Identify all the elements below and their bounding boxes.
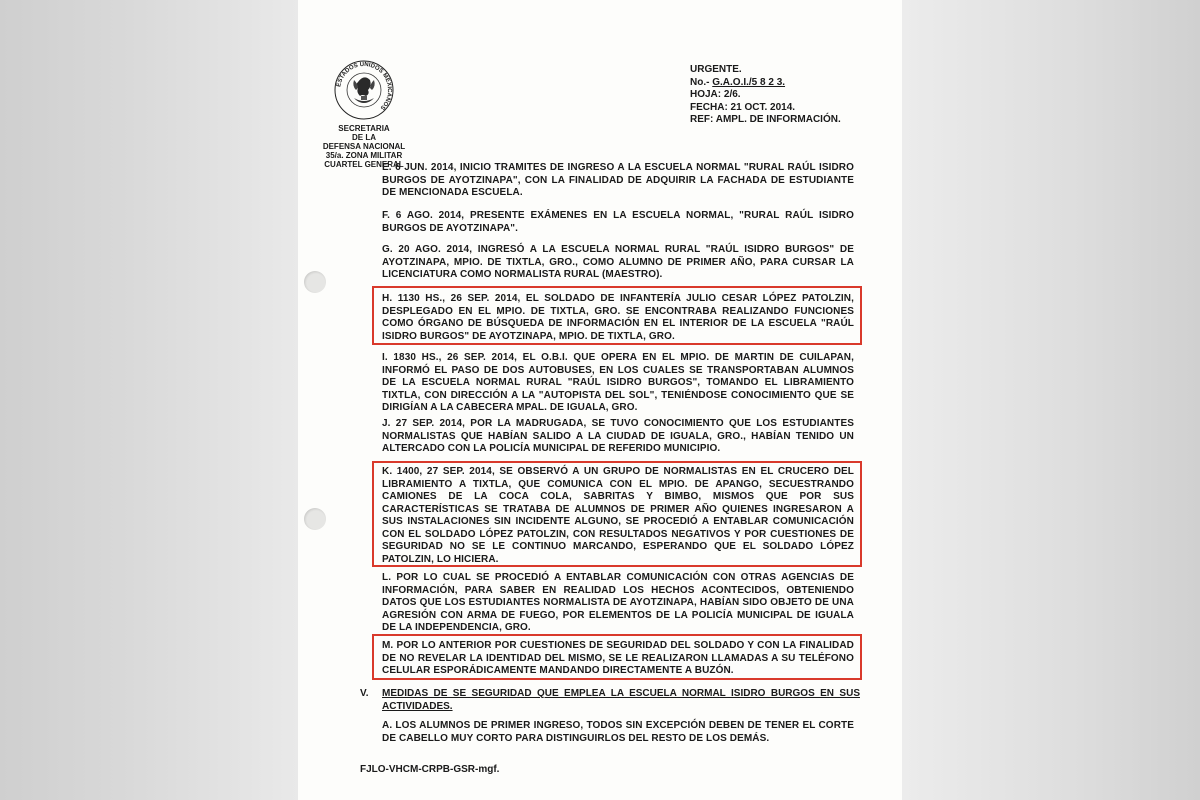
soldier-name: JULIO CESAR LÓPEZ PATOLZIN	[686, 293, 852, 304]
municipality-name: MARTIN DE CUILAPAN	[734, 352, 852, 363]
paragraph-m-text: M. POR LO ANTERIOR POR CUESTIONES DE SEGURIDAD DEL SOLDADO Y CON LA FINALIDAD DE NO REVELAR LA IDENTIDAD DEL MISMO, SE LE REALIZARON LLAMADAS A SU TELÉFONO CELULAR ESPORÁDICAMENTE MANDANDO DIRECTAMENTE A BUZÓN.	[382, 640, 854, 676]
paragraph-h	[382, 293, 854, 343]
paragraph-k-text	[382, 466, 854, 566]
document-number-label: No.-	[690, 76, 710, 88]
section-v-paragraph-a	[382, 720, 854, 745]
paragraph-k-part-2: , CON RESULTADOS NEGATIVOS Y POR CUESTIONES DE SEGURIDAD NO SE LE CONTINUO MARCANDO, ESPERANDO QUE EL SOLDADO	[382, 528, 855, 552]
department-line-5: CUARTEL GENERAL	[324, 160, 404, 169]
paragraph-k-part-1: K. 1400, 27 SEP. 2014, SE OBSERVÓ A UN GRUPO DE NORMALISTAS EN EL CRUCERO DEL LIBRAMIENTO A TIXTLA, QUE COMUNICA CON EL MPIO. DE APANGO, SECUESTRANDO CAMIONES DE LA COCA COLA, SABRITAS Y BIMBO, MISMOS QUE POR SUS CARACTERÍSTICAS SE TRATABA DE ALUMNOS DE PRIMER AÑO QUIENES INGRESARON A SUS INSTALACIONES SIN INCIDENTE ALGUNO, SE PROCEDIÓ A ENTABLAR COMUNICACIÓN CON EL SOLDADO	[382, 466, 854, 540]
paragraph-i-part-1: I. 1830 HS., 26 SEP. 2014, EL O.B.I. QUE OPERA EN EL MPIO. DE	[382, 352, 735, 363]
paragraph-h-part-1: H. 1130 HS., 26 SEP. 2014, EL SOLDADO DE INFANTERÍA	[382, 293, 687, 304]
department-line-3: DEFENSA NACIONAL	[322, 142, 406, 151]
punch-hole-bottom	[304, 508, 326, 530]
soldier-surname-1: LÓPEZ PATOLZIN	[479, 528, 567, 540]
paragraph-h-part-2: , DESPLEGADO EN EL MPIO. DE TIXTLA, GRO. SE ENCONTRABA REALIZANDO FUNCIONES COMO ÓRGANO DE BÚSQUEDA DE INFORMACIÓN EN EL INTERIOR DE LA ESCUELA "RAÚL ISIDRO BURGOS" DE AYOTZINAPA, MPIO. DE TIXTLA, GRO.	[382, 293, 854, 342]
document-page	[298, 0, 902, 800]
paragraph-f-text: F. 6 AGO. 2014, PRESENTE EXÁMENES EN LA ESCUELA NORMAL, "RURAL RAÚL ISIDRO BURGOS DE AYOTZINAPA".	[382, 210, 854, 234]
paragraph-i	[382, 352, 854, 415]
paragraph-f	[382, 210, 854, 235]
punch-hole-top	[304, 271, 326, 293]
department-line-2: DE LA	[352, 133, 376, 142]
background-right	[902, 0, 1200, 800]
mexican-coat-of-arms-icon	[334, 60, 394, 120]
paragraph-e-text: E. 6 JUN. 2014, INICIO TRAMITES DE INGRESO A LA ESCUELA NORMAL "RURAL RAÚL ISIDRO BURGOS DE AYOTZINAPA", CON LA FINALIDAD DE ADQUIRIR LA FACHADA DE ESTUDIANTE DE MENCIONADA ESCUELA.	[382, 162, 854, 198]
document-number-value: G.A.O.I./5 8 2 3.	[712, 76, 786, 88]
document-header	[690, 64, 841, 127]
sheet-number: HOJA: 2/6.	[690, 89, 741, 100]
paragraph-i-text	[382, 352, 854, 415]
paragraph-l	[382, 572, 854, 635]
paragraph-m	[382, 640, 854, 678]
soldier-surname-2: LÓPEZ PATOLZIN	[382, 541, 854, 565]
paragraph-l-text: L. POR LO CUAL SE PROCEDIÓ A ENTABLAR COMUNICACIÓN CON OTRAS AGENCIAS DE INFORMACIÓN, PARA SABER EN REALIDAD LOS HECHOS ACONTECIDOS, OBTENIENDO DATOS QUE LOS ESTUDIANTES NORMALISTA DE AYOTZINAPA, HABÍAN SIDO OBJETO DE UNA AGRESIÓN CON ARMA DE FUEGO, POR ELEMENTOS DE LA POLICÍA MUNICIPAL DE IGUALA DE LA INDEPENDENCIA, GRO.	[382, 572, 854, 633]
paragraph-g	[382, 244, 854, 282]
paragraph-g-text: G. 20 AGO. 2014, INGRESÓ A LA ESCUELA NORMAL RURAL "RAÚL ISIDRO BURGOS" DE AYOTZINAPA, MPIO. DE TIXTLA, GRO., COMO ALUMNO DE PRIMER AÑO, PARA CURSAR LA LICENCIATURA COMO NORMALISTA RURAL (MAESTRO).	[382, 244, 854, 280]
section-v-title: MEDIDAS DE SE SEGURIDAD QUE EMPLEA LA ESCUELA NORMAL ISIDRO BURGOS EN SUS ACTIVIDADES.	[382, 688, 860, 712]
section-v-number: V.	[360, 688, 369, 699]
document-reference: REF: AMPL. DE INFORMACIÓN.	[690, 114, 841, 125]
paragraph-k-part-3: , LO HICIERA.	[431, 553, 499, 565]
paragraph-j	[382, 418, 854, 456]
background-left	[0, 0, 298, 800]
section-v-heading	[360, 688, 860, 713]
footer-initials: FJLO-VHCM-CRPB-GSR-mgf.	[360, 764, 500, 775]
document-date: FECHA: 21 OCT. 2014.	[690, 101, 796, 113]
paragraph-i-part-2: , INFORMÓ EL PASO DE DOS AUTOBUSES, EN LOS CUALES SE TRANSPORTABAN ALUMNOS DE LA ESCUELA NORMAL RURAL "RAÚL ISIDRO BURGOS", TOMANDO EL LIBRAMIENTO TIXTLA, CON DIRECCIÓN A LA "AUTOPISTA DEL SOL", TENIÉNDOSE CONOCIMIENTO QUE SE DIRIGÍAN A LA CABECERA MPAL. DE IGUALA, GRO.	[382, 352, 854, 413]
paragraph-h-text	[382, 293, 854, 343]
paragraph-e	[382, 162, 854, 200]
paragraph-j-text: J. 27 SEP. 2014, POR LA MADRUGADA, SE TUVO CONOCIMIENTO QUE LOS ESTUDIANTES NORMALISTAS QUE HABÍAN SALIDO A LA CIUDAD DE IGUALA, GRO., HABÍAN TENIDO UN ALTERCADO CON LA POLICÍA MUNICIPAL DE REFERIDO MUNICIPIO.	[382, 418, 854, 454]
paragraph-k	[382, 466, 854, 566]
seal-ring-text: ESTADOS UNIDOS MEXICANOS	[336, 61, 393, 111]
department-line-4: 35/a. ZONA MILITAR	[325, 151, 403, 160]
document-number	[690, 77, 841, 90]
urgent-label: URGENTE.	[690, 64, 742, 75]
department-line-1: SECRETARIA	[338, 124, 390, 133]
section-v-paragraph-a-text: A. LOS ALUMNOS DE PRIMER INGRESO, TODOS SIN EXCEPCIÓN DEBEN DE TENER EL CORTE DE CABELLO MUY CORTO PARA DISTINGUIRLOS DEL RESTO DE LOS DEMÁS.	[382, 720, 854, 744]
